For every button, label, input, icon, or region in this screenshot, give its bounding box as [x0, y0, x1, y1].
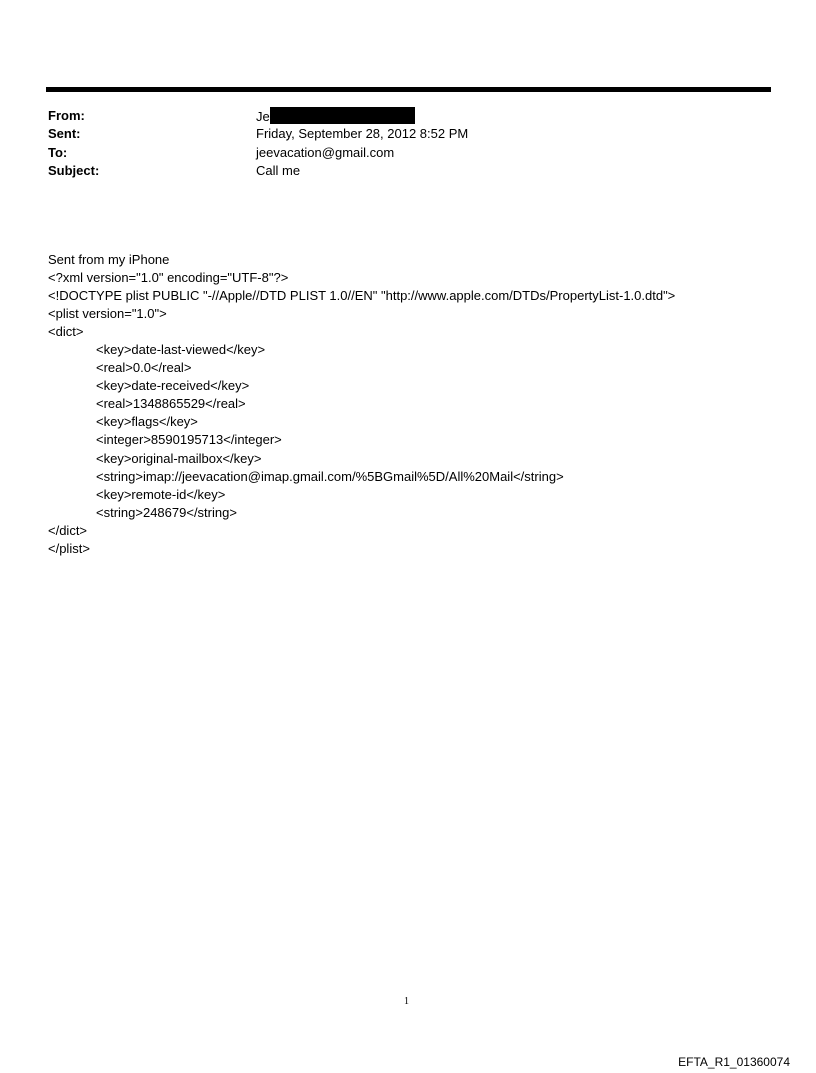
body-line: <dict> — [48, 324, 84, 340]
redaction-box — [270, 107, 415, 124]
to-label: To: — [48, 144, 68, 160]
email-body — [48, 251, 675, 558]
body-line: Sent from my iPhone — [48, 252, 170, 267]
body-line: <key>original-mailbox</key> — [96, 450, 262, 466]
body-line: <key>remote-id</key> — [96, 486, 226, 502]
body-line: <plist version="1.0"> — [48, 306, 167, 322]
body-line: <string>imap://jeevacation@imap.gmail.com/%5BGmail%5D/All%20Mail</string> — [96, 468, 564, 484]
bates-number: EFTA_R1_01360074 — [678, 1055, 790, 1069]
from-label: From: — [48, 108, 85, 123]
subject-label: Subject: — [48, 162, 100, 178]
body-line: <!DOCTYPE plist PUBLIC "-//Apple//DTD PLIST 1.0//EN" "http://www.apple.com/DTDs/PropertyList-1.0.dtd"> — [48, 288, 676, 304]
header-rule — [46, 87, 771, 92]
page-number: 1 — [404, 996, 409, 1007]
body-line: <real>0.0</real> — [96, 360, 192, 376]
body-line: <key>date-received</key> — [96, 378, 250, 394]
sent-label: Sent: — [48, 126, 81, 142]
body-line: <key>date-last-viewed</key> — [96, 342, 266, 358]
sent-value: Friday, September 28, 2012 8:52 PM — [256, 126, 469, 142]
subject-value: Call me — [256, 162, 301, 178]
from-name: Je — [256, 109, 270, 124]
body-line: <string>248679</string> — [96, 504, 237, 520]
body-line: <real>1348865529</real> — [96, 396, 246, 412]
to-value: jeevacation@gmail.com — [256, 144, 395, 160]
body-line: </plist> — [48, 540, 90, 556]
body-line: <integer>8590195713</integer> — [96, 432, 282, 448]
body-line: <?xml version="1.0" encoding="UTF-8"?> — [48, 270, 289, 286]
body-line: <key>flags</key> — [96, 414, 198, 430]
body-line: </dict> — [48, 522, 88, 538]
from-value — [256, 107, 415, 126]
